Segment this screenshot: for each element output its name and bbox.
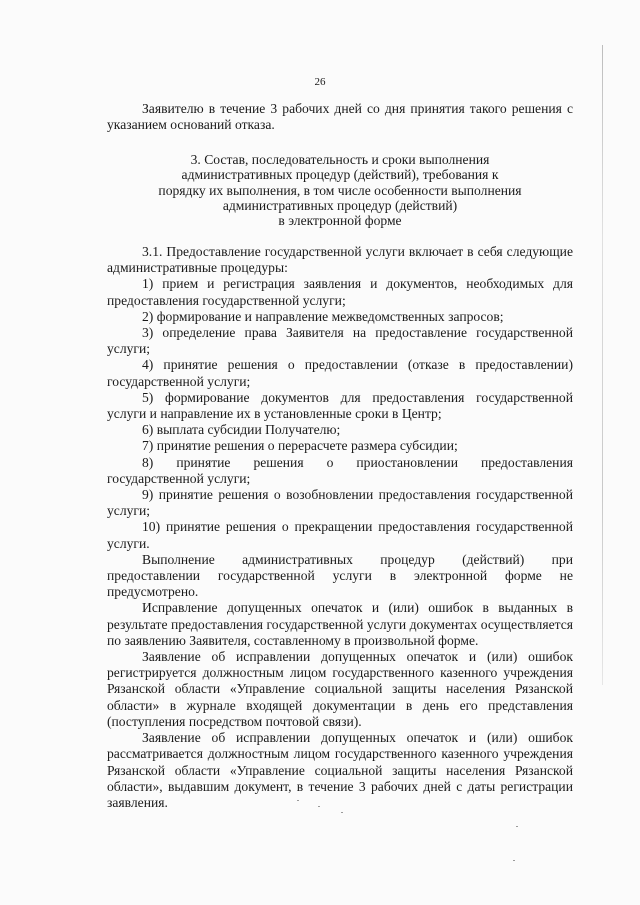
scan-speck [516,826,518,827]
list-item: 8) принятие решения о приостановлении предоставления государственной услуги; [107,454,573,486]
body-paragraph: Выполнение административных процедур (действий) при предоставлении государственной услуги в электронной форме не предусмотрено. [107,551,573,600]
section-heading [107,152,573,228]
heading-line: административных процедур (действий), требования к [181,167,499,183]
page-number: 26 [314,76,326,88]
scan-speck [513,860,515,861]
body-paragraph: 3.1. Предоставление государственной услуги включает в себя следующие административные процедуры: [107,244,573,276]
list-item: 5) формирование документов для предоставления государственной услуги и направление их в установленные сроки в Центр; [107,389,573,422]
heading-line: 3. Состав, последовательность и сроки выполнения [190,152,490,167]
scan-speck [318,806,320,807]
scan-speck [341,812,343,813]
list-item: 1) прием и регистрация заявления и документов, необходимых для предоставления государственной услуги; [107,276,573,308]
scan-edge-line [602,45,603,685]
body-paragraph: Заявление об исправлении допущенных опечаток и (или) ошибок рассматривается должностным лицом государственного казенного учреждения Рязанской области «Управление социальной защиты населения Рязанской области», выдавшим документ, в течение 3 рабочих дней с даты регистрации заявления. [107,730,573,810]
intro-paragraph: Заявителю в течение 3 рабочих дней со дня принятия такого решения с указанием оснований отказа. [107,101,573,133]
body-paragraph: Исправление допущенных опечаток и (или) ошибок в выданных в результате предоставления государственной услуги документах осуществляется по заявлению Заявителя, составленному в произвольной форме. [107,600,573,648]
list-item: 3) определение права Заявителя на предоставление государственной услуги; [107,325,573,357]
heading-line: административных процедур (действий) [222,197,458,213]
scan-speck [297,800,299,801]
list-item: 7) принятие решения о перерасчете размера субсидии; [142,438,458,454]
list-item: 2) формирование и направление межведомственных запросов; [142,308,504,324]
list-item: 10) принятие решения о прекращении предоставления государственной услуги. [107,519,573,551]
body-text [107,244,573,811]
list-item: 9) принятие решения о возобновлении предоставления государственной услуги; [107,487,573,519]
heading-line: порядку их выполнения, в том числе особенности выполнения [158,182,522,198]
heading-line: в электронной форме [278,213,402,229]
body-paragraph: Заявление об исправлении допущенных опечаток и (или) ошибок регистрируется должностным лицом государственного казенного учреждения Рязанской области «Управление социальной защиты населения Рязанской области» в журнале входящей документации в день его представления (поступления посредством почтовой связи). [107,649,573,729]
intro-block [107,101,573,133]
list-item: 4) принятие решения о предоставлении (отказе в предоставлении) государственной услуги; [107,357,573,389]
list-item: 6) выплата субсидии Получателю; [142,422,341,438]
